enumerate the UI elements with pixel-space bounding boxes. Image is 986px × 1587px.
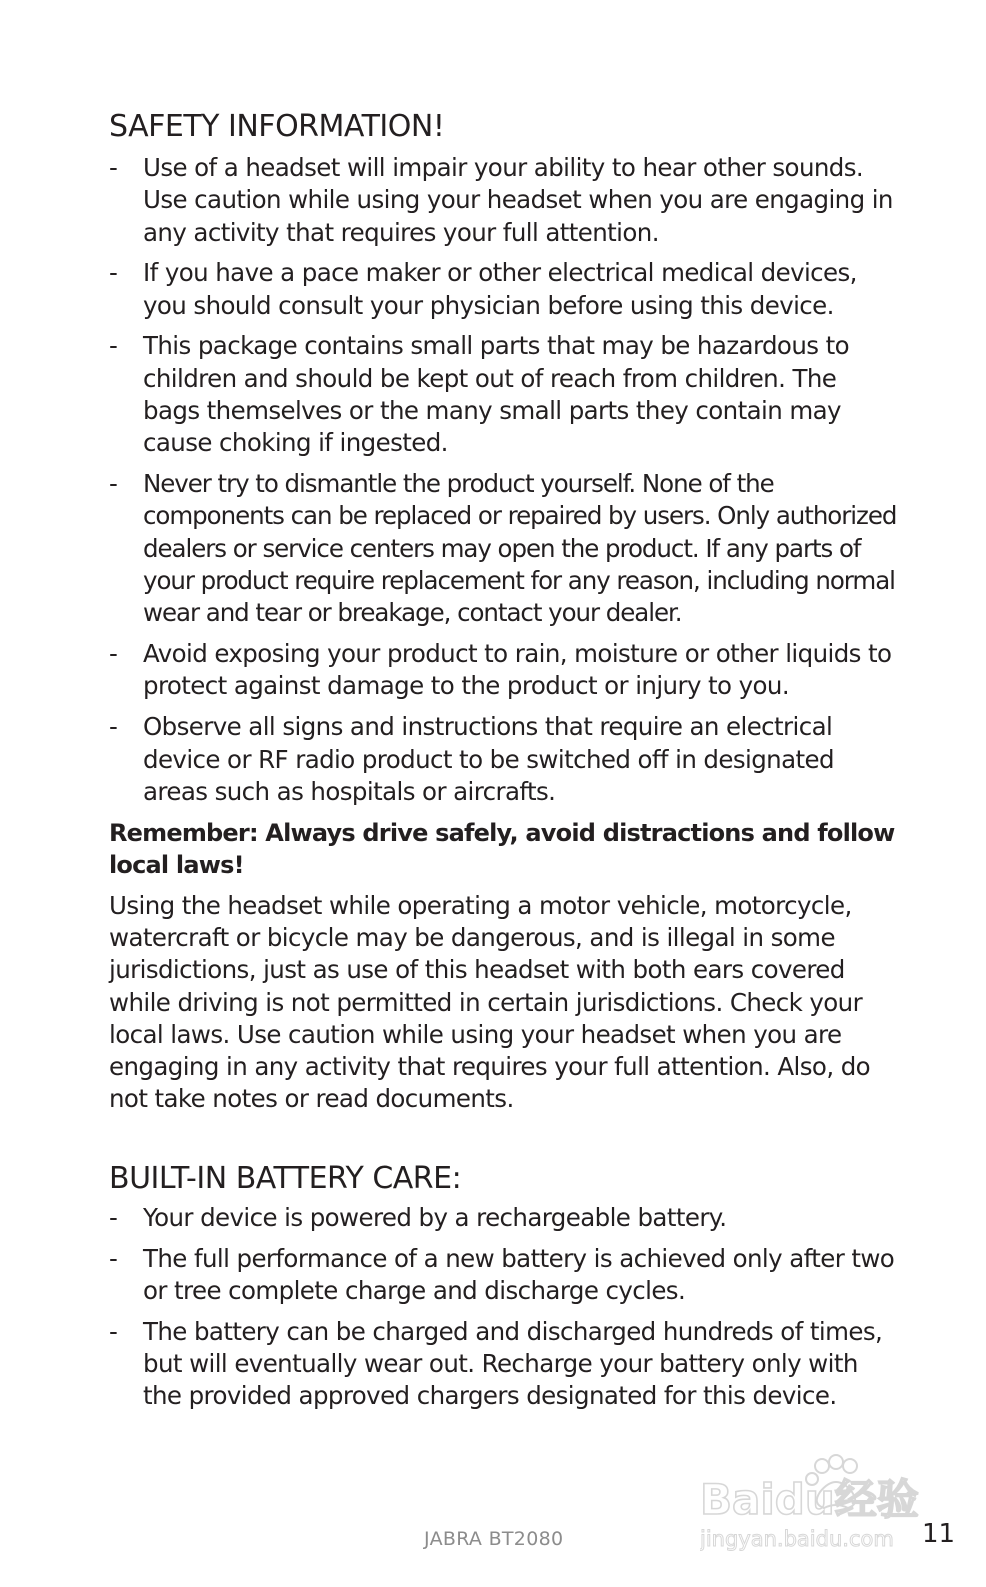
- page-content: [109, 108, 899, 1421]
- list-dash: -: [109, 1316, 118, 1346]
- list-item-text: Never try to dismantle the product yourself. None of the components can be replaced or repaired by users. Only authorized dealers or service centers may open the product. If any parts of your product require replacement for any reason, including normal wear and tear or breakage, contact your dealer.: [143, 469, 897, 628]
- list-item: [109, 638, 899, 703]
- list-item: [109, 1243, 899, 1308]
- driving-paragraph: Using the headset while operating a motor vehicle, motorcycle, watercraft or bicycle may be dangerous, and is illegal in some jurisdictions, just as use of this headset with both ears covered while driving is not permitted in certain jurisdictions. Check your local laws. Use caution while using your headset when you are engaging in any activity that requires your full attention. Also, do not take notes or read documents.: [109, 890, 871, 1114]
- list-item: [109, 330, 899, 459]
- list-item: [109, 257, 899, 322]
- list-dash: -: [109, 639, 118, 669]
- list-item: [109, 468, 899, 629]
- list-item: [109, 1316, 899, 1413]
- list-item-text: If you have a pace maker or other electrical medical devices, you should consult your physician before using this device.: [143, 258, 857, 320]
- baidu-watermark-logo: [700, 1452, 940, 1562]
- list-item-text: The full performance of a new battery is achieved only after two or tree complete charge and discharge cycles.: [143, 1243, 895, 1305]
- list-dash: -: [109, 258, 118, 288]
- battery-heading: BUILT-IN BATTERY CARE:: [109, 1160, 462, 1196]
- battery-list: [109, 1202, 899, 1413]
- list-dash: -: [109, 331, 118, 361]
- list-dash: -: [109, 712, 118, 742]
- list-item-text: The battery can be charged and discharged hundreds of times, but will eventually wear out. Recharge your battery only with the provided approved chargers designated for this device.: [143, 1316, 883, 1411]
- list-dash: -: [109, 153, 118, 182]
- safety-list: [109, 152, 899, 808]
- list-dash: -: [109, 1202, 118, 1232]
- page-number: 11: [922, 1519, 956, 1549]
- list-item-text: Avoid exposing your product to rain, moisture or other liquids to protect against damage to the product or injury to you.: [143, 639, 892, 701]
- list-dash: -: [109, 1243, 118, 1273]
- watermark-brand: Baidu经验: [700, 1475, 919, 1524]
- safety-heading: SAFETY INFORMATION!: [109, 109, 445, 144]
- list-item: [109, 1202, 899, 1234]
- list-item-text: Observe all signs and instructions that require an electrical device or RF radio product to be switched off in designated areas such as hospitals or aircrafts.: [143, 712, 834, 806]
- list-dash: -: [109, 469, 117, 499]
- watermark-url: jingyan.baidu.com: [700, 1527, 894, 1551]
- list-item: [109, 711, 899, 808]
- remember-note: Remember: Always drive safely, avoid distractions and follow local laws!: [109, 818, 895, 879]
- list-item-text: This package contains small parts that may be hazardous to children and should be kept out of reach from children. The bags themselves or the many small parts they contain may cause choking if ingested.: [143, 331, 850, 458]
- footer-model: JABRA BT2080: [424, 1528, 564, 1550]
- battery-section: [109, 1160, 899, 1413]
- list-item-text: Your device is powered by a rechargeable battery.: [143, 1202, 727, 1232]
- list-item: [109, 152, 899, 249]
- list-item-text: Use of a headset will impair your ability to hear other sounds. Use caution while using your headset when you are engaging in any activity that requires your full attention.: [143, 153, 893, 247]
- safety-section: [109, 108, 899, 1116]
